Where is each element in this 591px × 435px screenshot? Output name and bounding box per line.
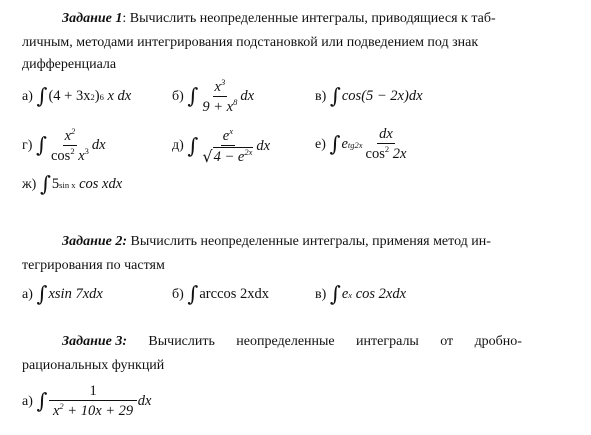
integral-sign-icon: ∫ (36, 84, 48, 108)
task1-item-a: а) ∫ (4 + 3x 2 ) 6 x dx (22, 84, 132, 108)
task1-item-b: б) ∫ $\frac{x^3}{9 + x^8}$ dx (172, 77, 255, 116)
integral-sign-icon: ∫ (329, 132, 341, 157)
task3-word: от (440, 334, 454, 349)
task1-item-d: д) ∫ $e^x$ √ $4 - e^{2x}$ dx (172, 126, 271, 167)
integral-sign-icon: ∫ (36, 133, 47, 158)
integral-sign-icon: ∫ (187, 282, 199, 306)
task3-text-line2: рациональных функций (22, 358, 165, 373)
task1-item-g: г) ∫ $\frac{x^2}{\cos^2 x^3}$ dx (22, 126, 106, 165)
fraction: $\frac{dx}{\cos^2 2x}$ (365, 126, 407, 163)
task1-text-line1: Вычислить неопределенные интегралы, приводящиеся к таб- (129, 11, 496, 26)
fraction: $\frac{x^2}{\cos^2 x^3}$ (50, 126, 89, 165)
sqrt-icon: √ (202, 147, 213, 167)
task2-text-line2: тегрирования по частям (22, 258, 165, 273)
fraction: $\frac{x^3}{9 + x^8}$ (202, 77, 238, 116)
task2-item-v: в) ∫ e x cos 2xdx (315, 282, 407, 306)
integral-sign-icon: ∫ (329, 84, 341, 108)
task3-word: интегралы (356, 334, 419, 349)
task3-heading: Задание 3: (62, 334, 128, 349)
task1-item-e: е) ∫ e tg2x $\frac{dx}{\cos^2 2x}$ (315, 126, 407, 163)
integral-sign-icon: ∫ (39, 172, 51, 196)
task3-word: дробно- (474, 334, 522, 349)
integral-sign-icon: ∫ (36, 389, 48, 414)
task1-line1: Задание 1: Вычислить неопределенные интегралы, приводящиеся к таб- (62, 11, 496, 26)
integral-sign-icon: ∫ (36, 282, 48, 306)
integral-sign-icon: ∫ (329, 282, 341, 306)
task3-item-a: а) ∫ $\frac{1}{x^2 + 10x + 29}$ dx (22, 383, 152, 420)
task2-item-b: б) ∫ arccos 2xdx (172, 282, 270, 306)
task1-item-v: в) ∫ cos(5 − 2x)dx (315, 84, 423, 108)
integral-sign-icon: ∫ (187, 84, 199, 109)
integral-sign-icon: ∫ (187, 133, 199, 158)
task2-item-a: а) ∫ xsin 7xdx (22, 282, 103, 306)
task3-word: неопределенные (236, 334, 335, 349)
fraction: $e^x$ √ $4 - e^{2x}$ (202, 126, 253, 167)
task1-text-line2: личным, методами интегрирования подстановкой или подведением под знак (22, 35, 479, 50)
task2-text-line1: Вычислить неопределенные интегралы, применяя метод ин- (130, 234, 491, 249)
task2-line1 (62, 235, 522, 249)
fraction: $\frac{1}{x^2 + 10x + 29}$ (49, 384, 136, 419)
task1-item-zh: ж) ∫ 5 sin x cos xdx (22, 172, 123, 196)
task3-word: Вычислить (148, 334, 215, 349)
task2-heading: Задание 2: (62, 234, 128, 249)
task3-line1 (62, 335, 522, 349)
task1-heading: Задание 1 (62, 11, 123, 26)
task1-text-line3: дифференциала (22, 57, 117, 72)
